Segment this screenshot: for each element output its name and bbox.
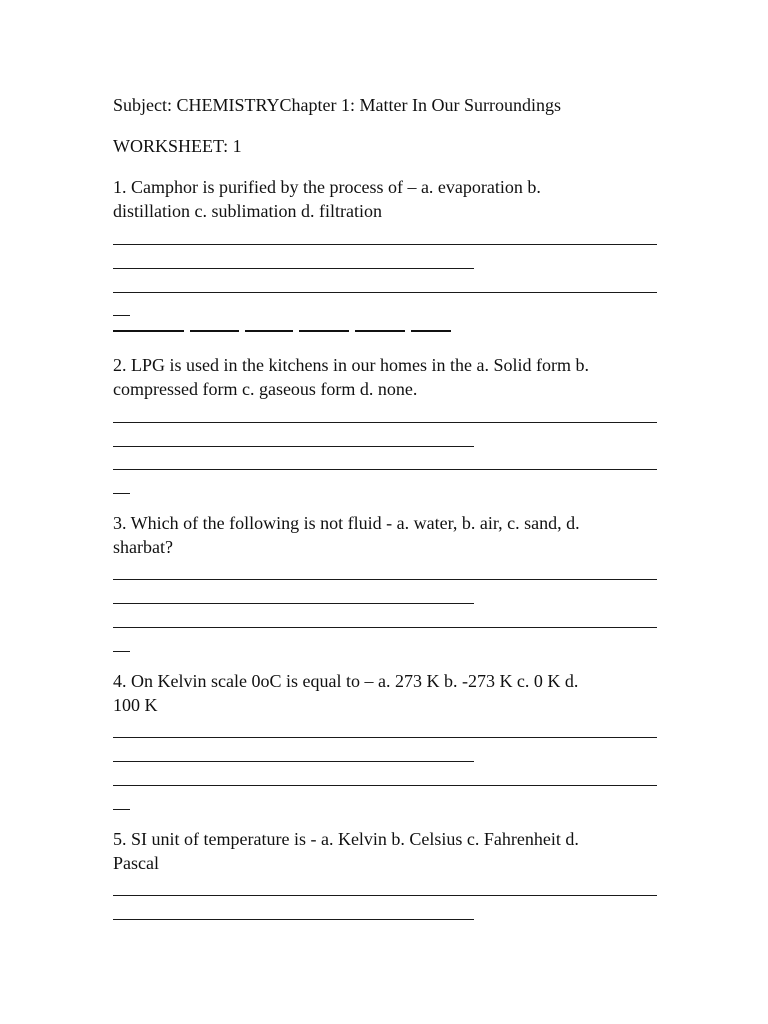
answer-line <box>113 895 657 896</box>
separator-segment <box>245 330 293 332</box>
separator-segment <box>411 330 451 332</box>
answer-line <box>113 809 130 810</box>
question-1-text-line-1: 1. Camphor is purified by the process of – a. evaporation b. <box>113 177 541 197</box>
question-5-text-line-2: Pascal <box>113 853 159 873</box>
answer-line <box>113 627 657 628</box>
answer-line <box>113 737 657 738</box>
answer-line <box>113 315 130 316</box>
question-2-text-line-1: 2. LPG is used in the kitchens in our homes in the a. Solid form b. <box>113 355 589 375</box>
subject-heading: Subject: CHEMISTRYChapter 1: Matter In Our Surroundings <box>113 95 561 115</box>
question-2-text-line-2: compressed form c. gaseous form d. none. <box>113 379 418 399</box>
separator-segment <box>355 330 405 332</box>
separator-segment <box>190 330 239 332</box>
answer-line <box>113 493 130 494</box>
answer-line <box>113 579 657 580</box>
question-3-text-line-2: sharbat? <box>113 537 173 557</box>
answer-line <box>113 761 474 762</box>
worksheet-title: WORKSHEET: 1 <box>113 136 242 156</box>
separator-segment <box>299 330 349 332</box>
answer-line <box>113 785 657 786</box>
answer-line <box>113 268 474 269</box>
answer-line <box>113 292 657 293</box>
answer-line <box>113 651 130 652</box>
answer-line <box>113 919 474 920</box>
question-4-text-line-2: 100 K <box>113 695 158 715</box>
separator-segment <box>113 330 184 332</box>
answer-line <box>113 446 474 447</box>
question-4-text-line-1: 4. On Kelvin scale 0oC is equal to – a. 273 K b. -273 K c. 0 K d. <box>113 671 579 691</box>
question-3-text-line-1: 3. Which of the following is not fluid - a. water, b. air, c. sand, d. <box>113 513 580 533</box>
question-5-text-line-1: 5. SI unit of temperature is - a. Kelvin b. Celsius c. Fahrenheit d. <box>113 829 579 849</box>
answer-line <box>113 603 474 604</box>
question-1-text-line-2: distillation c. sublimation d. filtration <box>113 201 382 221</box>
answer-line <box>113 469 657 470</box>
answer-line <box>113 422 657 423</box>
answer-line <box>113 244 657 245</box>
